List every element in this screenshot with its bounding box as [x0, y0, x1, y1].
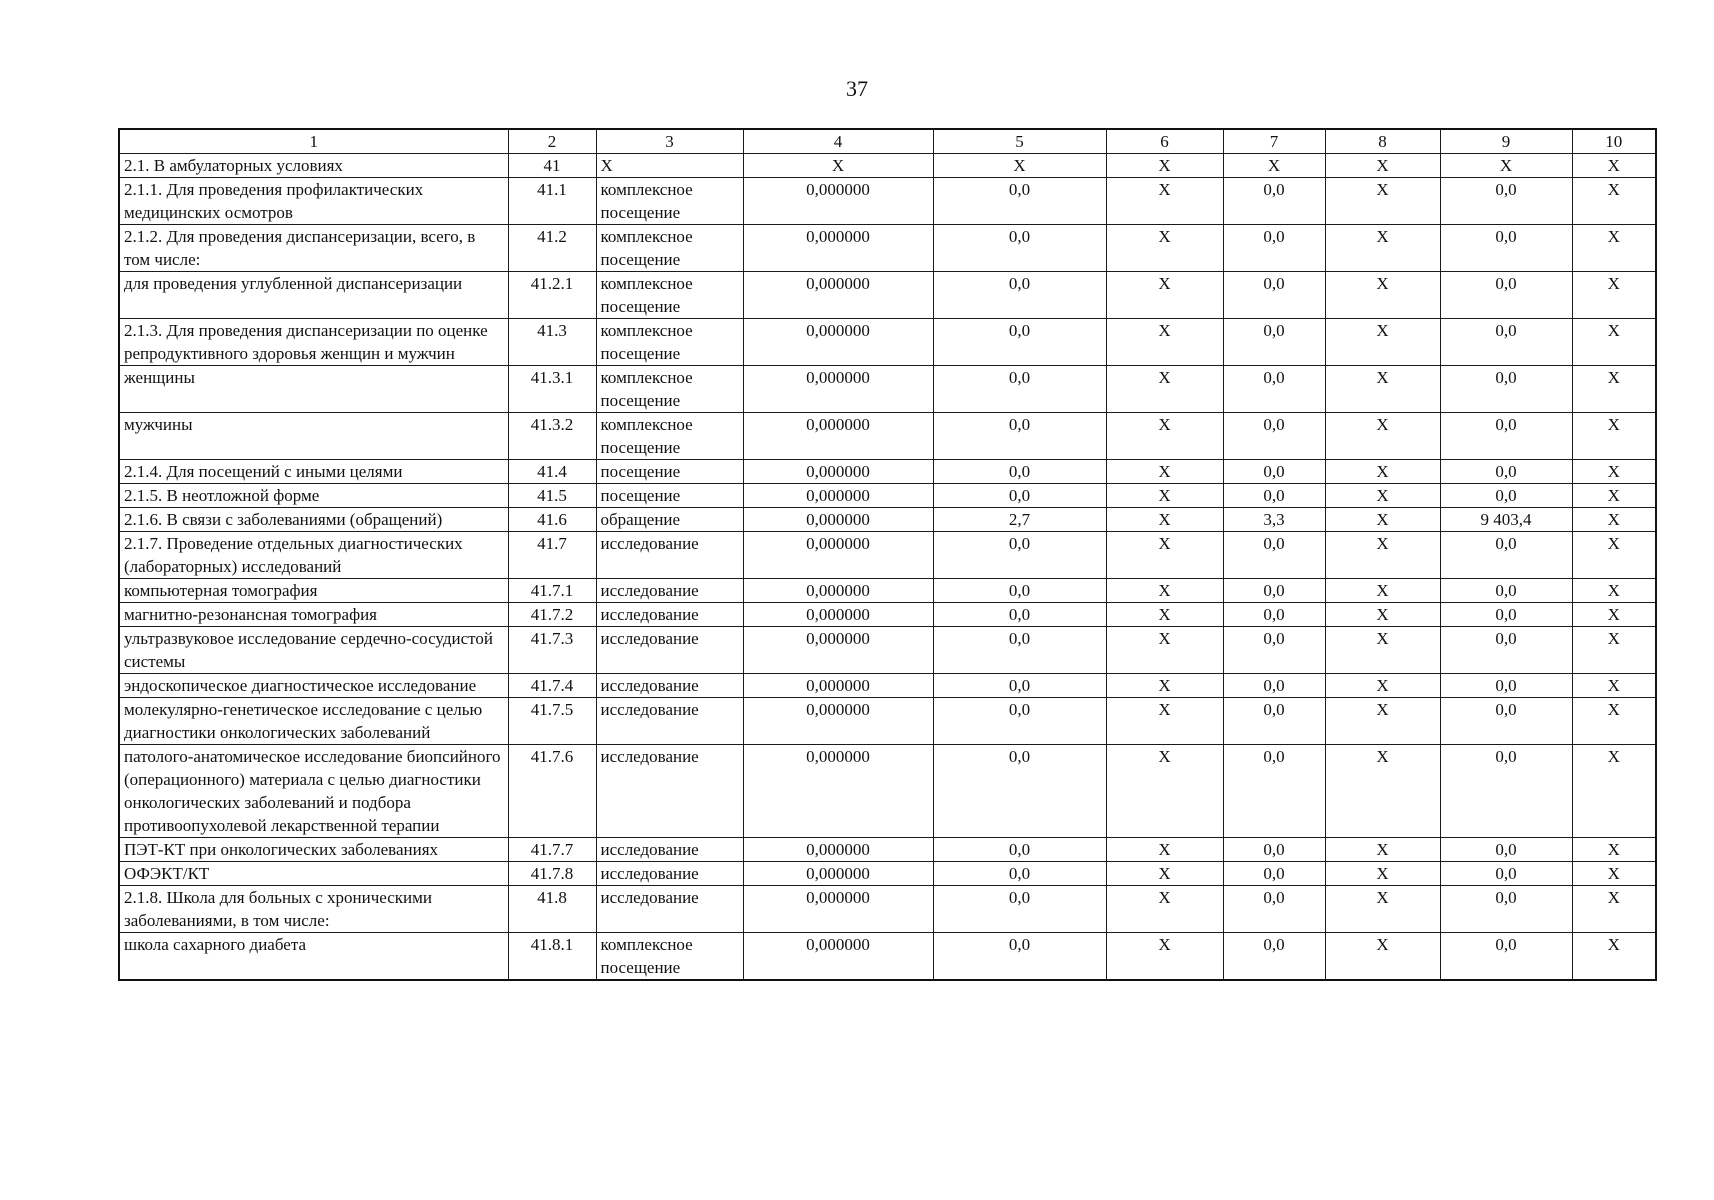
col10-cell: X [1572, 603, 1656, 627]
name-cell: 2.1. В амбулаторных условиях [119, 154, 508, 178]
header-cell: 5 [933, 129, 1106, 154]
col6-cell: X [1106, 272, 1223, 319]
col5-cell: 0,0 [933, 579, 1106, 603]
col8-cell: X [1325, 627, 1440, 674]
col6-cell: X [1106, 838, 1223, 862]
col8-cell: X [1325, 272, 1440, 319]
col5-cell: 0,0 [933, 862, 1106, 886]
unit-cell: комплексное посещение [596, 225, 743, 272]
col10-cell: X [1572, 154, 1656, 178]
col8-cell: X [1325, 745, 1440, 838]
col4-cell: 0,000000 [743, 698, 933, 745]
code-cell: 41.8.1 [508, 933, 596, 981]
col10-cell: X [1572, 886, 1656, 933]
col8-cell: X [1325, 838, 1440, 862]
col4-cell: 0,000000 [743, 178, 933, 225]
header-cell: 3 [596, 129, 743, 154]
table-header [119, 129, 1656, 154]
col5-cell: 0,0 [933, 933, 1106, 981]
col8-cell: X [1325, 532, 1440, 579]
table-row [119, 838, 1656, 862]
col6-cell: X [1106, 579, 1223, 603]
col5-cell: 0,0 [933, 225, 1106, 272]
col4-cell: 0,000000 [743, 838, 933, 862]
col4-cell: 0,000000 [743, 886, 933, 933]
page-number: 37 [846, 76, 868, 101]
col4-cell: 0,000000 [743, 319, 933, 366]
col4-cell: 0,000000 [743, 272, 933, 319]
col9-cell: 0,0 [1440, 933, 1572, 981]
col4-cell: 0,000000 [743, 366, 933, 413]
header-cell: 4 [743, 129, 933, 154]
header-cell: 1 [119, 129, 508, 154]
name-cell: эндоскопическое диагностическое исследование [119, 674, 508, 698]
name-cell: компьютерная томография [119, 579, 508, 603]
unit-cell: обращение [596, 508, 743, 532]
table-row [119, 745, 1656, 838]
col6-cell: X [1106, 698, 1223, 745]
col10-cell: X [1572, 579, 1656, 603]
col7-cell: 0,0 [1223, 484, 1325, 508]
col9-cell: 0,0 [1440, 484, 1572, 508]
table-row [119, 933, 1656, 981]
code-cell: 41.7 [508, 532, 596, 579]
col8-cell: X [1325, 698, 1440, 745]
col10-cell: X [1572, 745, 1656, 838]
col7-cell: 0,0 [1223, 698, 1325, 745]
table-row [119, 532, 1656, 579]
code-cell: 41.7.5 [508, 698, 596, 745]
col8-cell: X [1325, 508, 1440, 532]
table-row [119, 225, 1656, 272]
name-cell: 2.1.3. Для проведения диспансеризации по оценке репродуктивного здоровья женщин и мужчин [119, 319, 508, 366]
col5-cell: 0,0 [933, 674, 1106, 698]
unit-cell: исследование [596, 532, 743, 579]
col10-cell: X [1572, 413, 1656, 460]
unit-cell: исследование [596, 579, 743, 603]
col10-cell: X [1572, 484, 1656, 508]
col7-cell: 0,0 [1223, 862, 1325, 886]
code-cell: 41.2.1 [508, 272, 596, 319]
col10-cell: X [1572, 933, 1656, 981]
code-cell: 41 [508, 154, 596, 178]
col7-cell: 0,0 [1223, 319, 1325, 366]
col6-cell: X [1106, 532, 1223, 579]
unit-cell: исследование [596, 886, 743, 933]
header-cell: 2 [508, 129, 596, 154]
unit-cell: комплексное посещение [596, 933, 743, 981]
col9-cell: 0,0 [1440, 579, 1572, 603]
col7-cell: 0,0 [1223, 627, 1325, 674]
unit-cell: исследование [596, 674, 743, 698]
col5-cell: 0,0 [933, 886, 1106, 933]
col5-cell: 0,0 [933, 603, 1106, 627]
col9-cell: 9 403,4 [1440, 508, 1572, 532]
header-cell: 10 [1572, 129, 1656, 154]
header-row [119, 129, 1656, 154]
name-cell: 2.1.2. Для проведения диспансеризации, всего, в том числе: [119, 225, 508, 272]
col9-cell: 0,0 [1440, 413, 1572, 460]
col7-cell: 0,0 [1223, 460, 1325, 484]
table-row [119, 603, 1656, 627]
col6-cell: X [1106, 603, 1223, 627]
name-cell: 2.1.7. Проведение отдельных диагностических (лабораторных) исследований [119, 532, 508, 579]
col6-cell: X [1106, 225, 1223, 272]
col10-cell: X [1572, 460, 1656, 484]
table-row [119, 178, 1656, 225]
code-cell: 41.8 [508, 886, 596, 933]
name-cell: патолого-анатомическое исследование биопсийного (операционного) материала с целью диагностики онкологических заболеваний и подбора противоопухолевой лекарственной терапии [119, 745, 508, 838]
col7-cell: 0,0 [1223, 933, 1325, 981]
col9-cell: 0,0 [1440, 460, 1572, 484]
col4-cell: 0,000000 [743, 484, 933, 508]
table-row [119, 366, 1656, 413]
col4-cell: 0,000000 [743, 225, 933, 272]
col7-cell: 0,0 [1223, 674, 1325, 698]
col9-cell: 0,0 [1440, 366, 1572, 413]
col7-cell: 0,0 [1223, 366, 1325, 413]
col5-cell: 0,0 [933, 178, 1106, 225]
col6-cell: X [1106, 674, 1223, 698]
name-cell: магнитно-резонансная томография [119, 603, 508, 627]
col5-cell: 0,0 [933, 627, 1106, 674]
col10-cell: X [1572, 272, 1656, 319]
col8-cell: X [1325, 154, 1440, 178]
unit-cell: исследование [596, 627, 743, 674]
col9-cell: 0,0 [1440, 838, 1572, 862]
col5-cell: 0,0 [933, 366, 1106, 413]
col10-cell: X [1572, 508, 1656, 532]
col7-cell: 0,0 [1223, 838, 1325, 862]
code-cell: 41.7.7 [508, 838, 596, 862]
col7-cell: X [1223, 154, 1325, 178]
name-cell: школа сахарного диабета [119, 933, 508, 981]
code-cell: 41.7.3 [508, 627, 596, 674]
col9-cell: 0,0 [1440, 319, 1572, 366]
col9-cell: 0,0 [1440, 745, 1572, 838]
col10-cell: X [1572, 366, 1656, 413]
name-cell: молекулярно-генетическое исследование с целью диагностики онкологических заболеваний [119, 698, 508, 745]
col9-cell: 0,0 [1440, 674, 1572, 698]
name-cell: 2.1.4. Для посещений с иными целями [119, 460, 508, 484]
unit-cell: комплексное посещение [596, 319, 743, 366]
unit-cell: посещение [596, 484, 743, 508]
name-cell: 2.1.6. В связи с заболеваниями (обращений) [119, 508, 508, 532]
col6-cell: X [1106, 886, 1223, 933]
col10-cell: X [1572, 178, 1656, 225]
col4-cell: 0,000000 [743, 933, 933, 981]
code-cell: 41.1 [508, 178, 596, 225]
col10-cell: X [1572, 838, 1656, 862]
col4-cell: 0,000000 [743, 532, 933, 579]
code-cell: 41.7.6 [508, 745, 596, 838]
code-cell: 41.7.1 [508, 579, 596, 603]
code-cell: 41.7.2 [508, 603, 596, 627]
name-cell: ПЭТ-КТ при онкологических заболеваниях [119, 838, 508, 862]
unit-cell: исследование [596, 862, 743, 886]
col6-cell: X [1106, 745, 1223, 838]
col6-cell: X [1106, 413, 1223, 460]
col9-cell: 0,0 [1440, 698, 1572, 745]
unit-cell: комплексное посещение [596, 272, 743, 319]
col5-cell: 0,0 [933, 413, 1106, 460]
table-row [119, 862, 1656, 886]
col5-cell: 0,0 [933, 838, 1106, 862]
header-cell: 8 [1325, 129, 1440, 154]
col5-cell: 0,0 [933, 460, 1106, 484]
col8-cell: X [1325, 319, 1440, 366]
col10-cell: X [1572, 225, 1656, 272]
col8-cell: X [1325, 886, 1440, 933]
col10-cell: X [1572, 319, 1656, 366]
col6-cell: X [1106, 319, 1223, 366]
col6-cell: X [1106, 484, 1223, 508]
code-cell: 41.7.8 [508, 862, 596, 886]
col8-cell: X [1325, 225, 1440, 272]
col4-cell: 0,000000 [743, 460, 933, 484]
col7-cell: 0,0 [1223, 178, 1325, 225]
data-table [118, 128, 1657, 981]
col9-cell: 0,0 [1440, 272, 1572, 319]
col8-cell: X [1325, 579, 1440, 603]
header-cell: 6 [1106, 129, 1223, 154]
table-row [119, 460, 1656, 484]
unit-cell: комплексное посещение [596, 178, 743, 225]
col6-cell: X [1106, 862, 1223, 886]
col4-cell: 0,000000 [743, 508, 933, 532]
col4-cell: 0,000000 [743, 627, 933, 674]
col10-cell: X [1572, 627, 1656, 674]
col9-cell: 0,0 [1440, 532, 1572, 579]
col9-cell: 0,0 [1440, 627, 1572, 674]
table-row [119, 886, 1656, 933]
col6-cell: X [1106, 154, 1223, 178]
code-cell: 41.3.1 [508, 366, 596, 413]
header-cell: 9 [1440, 129, 1572, 154]
table-row [119, 579, 1656, 603]
unit-cell: комплексное посещение [596, 366, 743, 413]
col4-cell: 0,000000 [743, 745, 933, 838]
col10-cell: X [1572, 532, 1656, 579]
unit-cell: исследование [596, 698, 743, 745]
col4-cell: 0,000000 [743, 579, 933, 603]
col7-cell: 0,0 [1223, 413, 1325, 460]
col6-cell: X [1106, 627, 1223, 674]
table-body [119, 154, 1656, 981]
name-cell: мужчины [119, 413, 508, 460]
col6-cell: X [1106, 933, 1223, 981]
col7-cell: 0,0 [1223, 579, 1325, 603]
code-cell: 41.2 [508, 225, 596, 272]
unit-cell: исследование [596, 745, 743, 838]
unit-cell: посещение [596, 460, 743, 484]
col5-cell: 0,0 [933, 698, 1106, 745]
name-cell: женщины [119, 366, 508, 413]
col7-cell: 0,0 [1223, 532, 1325, 579]
col5-cell: 0,0 [933, 319, 1106, 366]
col7-cell: 0,0 [1223, 886, 1325, 933]
col8-cell: X [1325, 460, 1440, 484]
code-cell: 41.7.4 [508, 674, 596, 698]
table-row [119, 154, 1656, 178]
col6-cell: X [1106, 366, 1223, 413]
code-cell: 41.3 [508, 319, 596, 366]
col9-cell: 0,0 [1440, 225, 1572, 272]
col4-cell: 0,000000 [743, 674, 933, 698]
table-row [119, 508, 1656, 532]
col8-cell: X [1325, 366, 1440, 413]
col8-cell: X [1325, 178, 1440, 225]
table-row [119, 674, 1656, 698]
col9-cell: 0,0 [1440, 178, 1572, 225]
col4-cell: 0,000000 [743, 862, 933, 886]
col9-cell: 0,0 [1440, 603, 1572, 627]
col6-cell: X [1106, 178, 1223, 225]
code-cell: 41.6 [508, 508, 596, 532]
name-cell: ультразвуковое исследование сердечно-сосудистой системы [119, 627, 508, 674]
col10-cell: X [1572, 674, 1656, 698]
col8-cell: X [1325, 862, 1440, 886]
col5-cell: 2,7 [933, 508, 1106, 532]
table-row [119, 627, 1656, 674]
col4-cell: 0,000000 [743, 413, 933, 460]
col9-cell: 0,0 [1440, 886, 1572, 933]
col7-cell: 0,0 [1223, 745, 1325, 838]
name-cell: 2.1.1. Для проведения профилактических медицинских осмотров [119, 178, 508, 225]
col8-cell: X [1325, 933, 1440, 981]
table-row [119, 413, 1656, 460]
col8-cell: X [1325, 674, 1440, 698]
col7-cell: 0,0 [1223, 603, 1325, 627]
col5-cell: 0,0 [933, 484, 1106, 508]
code-cell: 41.3.2 [508, 413, 596, 460]
code-cell: 41.4 [508, 460, 596, 484]
col5-cell: X [933, 154, 1106, 178]
col4-cell: X [743, 154, 933, 178]
col10-cell: X [1572, 698, 1656, 745]
table-row [119, 484, 1656, 508]
table-row [119, 272, 1656, 319]
col9-cell: 0,0 [1440, 862, 1572, 886]
header-cell: 7 [1223, 129, 1325, 154]
col7-cell: 0,0 [1223, 225, 1325, 272]
table-row [119, 319, 1656, 366]
col5-cell: 0,0 [933, 745, 1106, 838]
col5-cell: 0,0 [933, 272, 1106, 319]
name-cell: ОФЭКТ/КТ [119, 862, 508, 886]
col9-cell: X [1440, 154, 1572, 178]
col8-cell: X [1325, 413, 1440, 460]
unit-cell: X [596, 154, 743, 178]
col6-cell: X [1106, 460, 1223, 484]
name-cell: для проведения углубленной диспансеризации [119, 272, 508, 319]
unit-cell: исследование [596, 603, 743, 627]
col5-cell: 0,0 [933, 532, 1106, 579]
col7-cell: 3,3 [1223, 508, 1325, 532]
col7-cell: 0,0 [1223, 272, 1325, 319]
col8-cell: X [1325, 484, 1440, 508]
unit-cell: комплексное посещение [596, 413, 743, 460]
col10-cell: X [1572, 862, 1656, 886]
name-cell: 2.1.5. В неотложной форме [119, 484, 508, 508]
col8-cell: X [1325, 603, 1440, 627]
code-cell: 41.5 [508, 484, 596, 508]
table-row [119, 698, 1656, 745]
unit-cell: исследование [596, 838, 743, 862]
col4-cell: 0,000000 [743, 603, 933, 627]
name-cell: 2.1.8. Школа для больных с хроническими заболеваниями, в том числе: [119, 886, 508, 933]
col6-cell: X [1106, 508, 1223, 532]
